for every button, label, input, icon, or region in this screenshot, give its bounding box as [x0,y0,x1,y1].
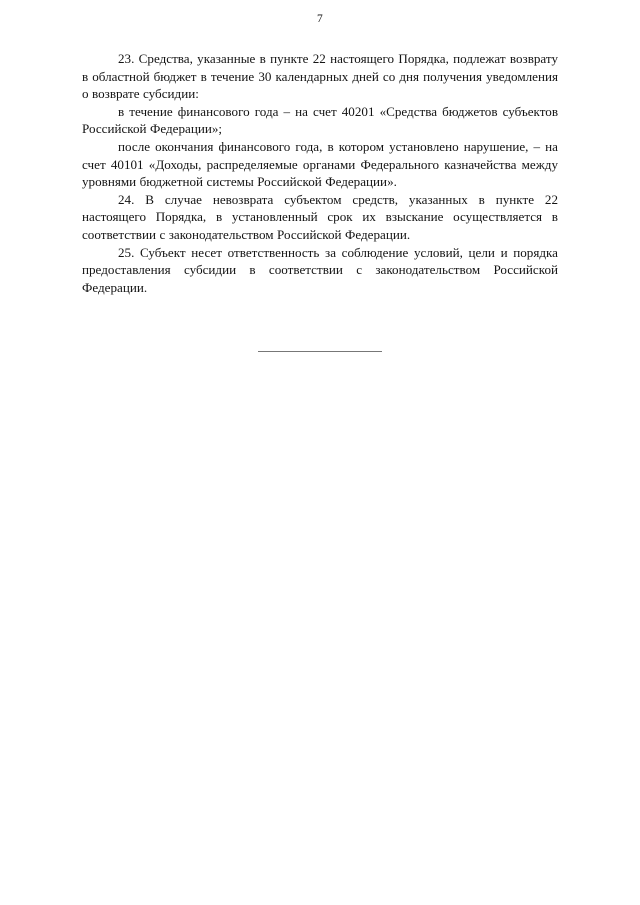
paragraph-23-item-2: после окончания финансового года, в котором установлено нарушение, – на счет 40101 «Доходы, распределяемые органами Федерального казначейства между уровнями бюджетной системы Российской Федерации». [82,138,558,190]
paragraph-25: 25. Субъект несет ответственность за соблюдение условий, цели и порядка предоставления субсидии в соответствии с законодательством Российской Федерации. [82,244,558,295]
horizontal-rule-icon [258,351,382,352]
divider-container [0,344,640,358]
paragraph-23: 23. Средства, указанные в пункте 22 настоящего Порядка, подлежат возврату в областной бюджет в течение 30 календарных дней со дня получения уведомления о возврате субсидии: [82,51,558,102]
paragraph-24: 24. В случае невозврата субъектом средств, указанных в пункте 22 настоящего Порядка, в установленный срок их взыскание осуществляется в соответствии с законодательством Российской Федерации. [82,191,558,242]
paragraph-23-item-1: в течение финансового года – на счет 40201 «Средства бюджетов субъектов Российской Федерации»; [82,103,558,137]
document-body [82,50,558,296]
page-number: 7 [317,13,323,25]
